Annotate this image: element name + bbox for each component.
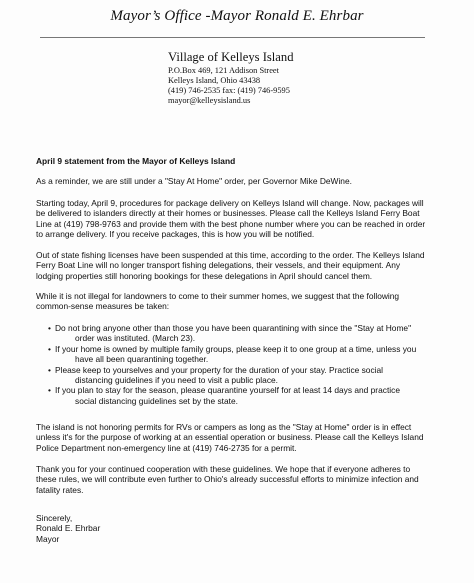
paragraph-line: Starting today, April 9, procedures for package delivery on Kelleys Island will change. Now, packages will — [36, 198, 424, 208]
address-po-box: P.O.Box 469, 121 Addison Street — [168, 66, 279, 75]
signoff-name: Ronald E. Ehrbar — [36, 523, 101, 534]
paragraph-line: Thank you for your continued cooperation with these guidelines. We hope that if everyone adheres to — [36, 464, 411, 474]
list-item-line: distancing guidelines if you need to visit a public place. — [75, 375, 278, 386]
paragraph-line: these rules, we will contribute even further to Ohio's already successful efforts to minimize infection and — [36, 474, 419, 485]
bullet-icon: • — [48, 323, 51, 333]
list-item — [48, 323, 453, 344]
signature-block — [36, 513, 456, 544]
paragraph-stay-at-home — [36, 176, 456, 186]
paragraph-line: unless it's for the purpose of working at an essential operation or business. Please call the Kelleys Island — [36, 432, 424, 443]
paragraph-line: Line at (419) 798-9763 and provide them with the best phone number where you can be reached in order — [36, 218, 426, 229]
list-item-line: Please keep to yourselves and your property for the duration of your stay. Practice social — [55, 364, 384, 375]
village-name: Village of Kelleys Island — [168, 50, 294, 64]
bullet-icon: • — [48, 343, 51, 354]
address-city: Kelleys Island, Ohio 43438 — [168, 76, 261, 85]
list-item-line: Do not bring anyone other than those you have been quarantining with since the "Stay at Home" — [55, 323, 412, 333]
paragraph-line: fatality rates. — [36, 484, 84, 495]
list-item — [48, 344, 453, 365]
paragraph-package-delivery — [36, 198, 456, 240]
list-item — [48, 385, 453, 406]
statement-heading: April 9 statement from the Mayor of Kelleys Island — [36, 156, 236, 166]
paragraph-line: lodging properties still honoring bookings for these delegations in April should cancel them. — [36, 270, 373, 281]
list-item — [48, 365, 453, 386]
paragraph-line: Police Department non-emergency line at (419) 746-2735 for a permit. — [36, 442, 297, 453]
paragraph-summer-homes — [36, 291, 456, 312]
paragraph-line: The island is not honoring permits for RVs or campers as long as the "Stay at Home" order is in effect — [36, 422, 412, 432]
paragraph-line: common-sense measures be taken: — [36, 301, 170, 312]
bullet-icon: • — [48, 364, 51, 375]
paragraph-thank-you — [36, 464, 456, 495]
paragraph-line: As a reminder, we are still under a "Stay At Home" order, per Governor Mike DeWine. — [36, 176, 352, 186]
paragraph-line: While it is not illegal for landowners to come to their summer homes, we suggest that the following — [36, 291, 400, 301]
address-phone-fax: (419) 746-2535 fax: (419) 746-9595 — [168, 86, 290, 95]
letterhead-divider — [40, 37, 425, 38]
list-item-line: have all been quarantining together. — [75, 354, 209, 365]
paragraph-line: Ferry Boat Line will no longer transport fishing delegations, their vessels, and their equipment. Any — [36, 260, 401, 271]
list-item-line: order was instituted. (March 23). — [75, 333, 196, 344]
list-item-line: social distancing guidelines set by the state. — [75, 395, 238, 406]
paragraph-line: be delivered to islanders directly at their homes or businesses. Please call the Kelleys Island Ferry Boat — [36, 208, 420, 219]
paragraph-line: Out of state fishing licenses have been suspended at this time, according to the order. The Kelleys Island — [36, 250, 425, 260]
address-email: mayor@kelleysisland.us — [168, 96, 251, 105]
list-item-line: If your home is owned by multiple family groups, please keep it to one group at a time, unless you — [55, 343, 417, 354]
signoff-role: Mayor — [36, 533, 60, 544]
paragraph-fishing-licenses — [36, 250, 456, 281]
paragraph-line: to arrange delivery. If you receive packages, this is how you will be notified. — [36, 229, 315, 240]
paragraph-rv-permits — [36, 422, 456, 453]
signoff-closing: Sincerely, — [36, 513, 73, 523]
measures-list — [48, 323, 453, 406]
list-item-line: If you plan to stay for the season, please quarantine yourself for at least 14 days and practice — [55, 385, 400, 396]
letterhead-address — [168, 50, 294, 106]
bullet-icon: • — [48, 385, 51, 396]
letterhead-title: Mayor’s Office -Mayor Ronald E. Ehrbar — [110, 8, 364, 24]
